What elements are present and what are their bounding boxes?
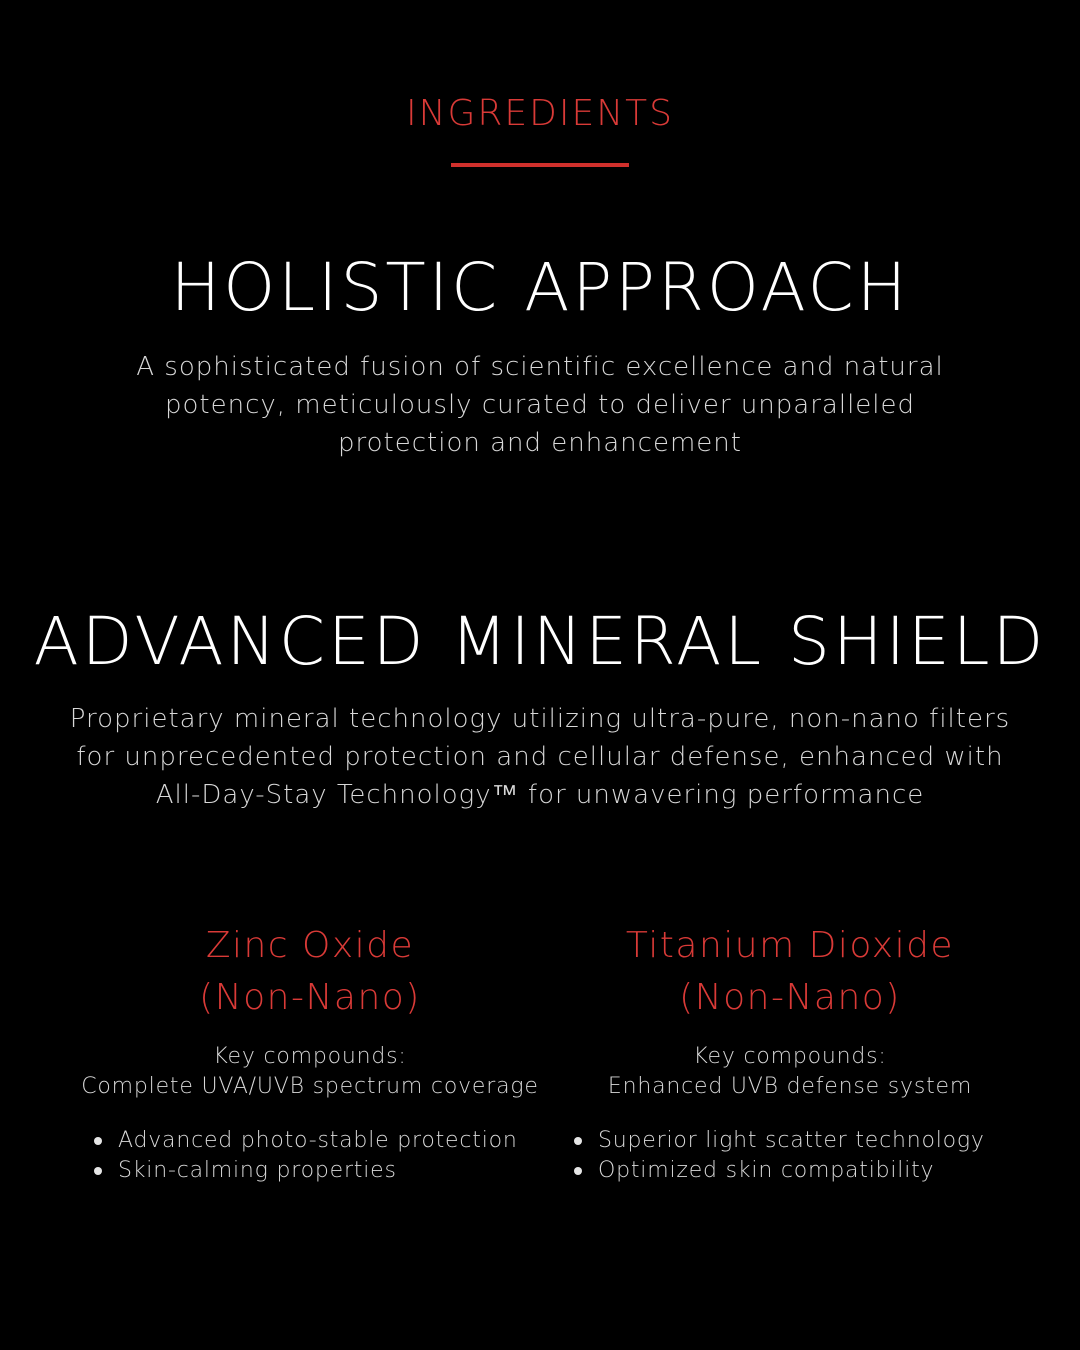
- list-item: [530, 1126, 1050, 1156]
- list-item: [50, 1126, 570, 1156]
- holistic-approach-title: HOLISTIC APPROACH: [170, 249, 910, 326]
- ingredient-benefits-list: [50, 1126, 570, 1186]
- ingredient-card-zinc-oxide: [50, 920, 570, 1186]
- ingredient-key-compounds: Key compounds: Complete UVA/UVB spectrum coverage: [81, 1044, 539, 1099]
- ingredient-card-titanium-dioxide: [530, 920, 1050, 1186]
- ingredient-name: Zinc Oxide (Non-Nano): [199, 925, 421, 1018]
- list-item: [50, 1156, 570, 1186]
- list-item-text: Optimized skin compatibility: [598, 1158, 935, 1183]
- holistic-approach-description: A sophisticated fusion of scientific excellence and natural potency, meticulously curated to deliver unparalleled protection and enhancement: [136, 352, 944, 458]
- bullet-icon: [574, 1137, 582, 1145]
- section-eyebrow: INGREDIENTS: [405, 93, 675, 134]
- list-item-text: Superior light scatter technology: [598, 1128, 985, 1153]
- list-item-text: Skin-calming properties: [118, 1158, 397, 1183]
- ingredient-key-compounds: Key compounds: Enhanced UVB defense system: [607, 1044, 973, 1099]
- eyebrow-underline: [451, 163, 629, 167]
- ingredient-benefits-list: [530, 1126, 1050, 1186]
- ingredient-name: Titanium Dioxide (Non-Nano): [625, 925, 955, 1018]
- list-item: [530, 1156, 1050, 1186]
- bullet-icon: [94, 1167, 102, 1175]
- bullet-icon: [94, 1137, 102, 1145]
- mineral-shield-description: Proprietary mineral technology utilizing ultra-pure, non-nano filters for unprecedented protection and cellular defense, enhanced with All-Day-Stay Technology™ for unwavering performance: [69, 704, 1011, 810]
- bullet-icon: [574, 1167, 582, 1175]
- list-item-text: Advanced photo-stable protection: [118, 1128, 518, 1153]
- mineral-shield-title: ADVANCED MINERAL SHIELD: [33, 603, 1047, 680]
